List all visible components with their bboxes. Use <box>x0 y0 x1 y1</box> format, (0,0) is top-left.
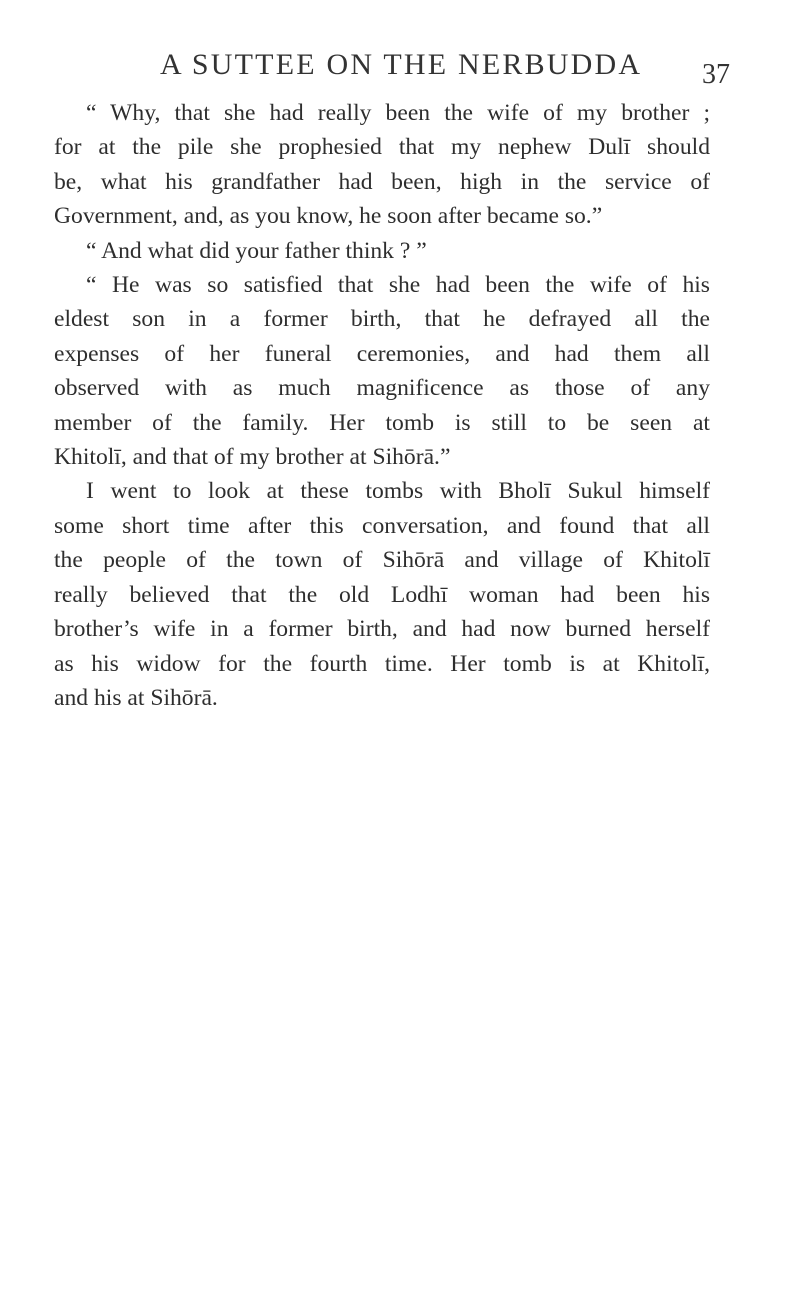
text-line: eldest son in a former birth, that he defrayed all the <box>54 306 710 333</box>
text-line: the people of the town of Sihōrā and village of Khitolī <box>54 547 710 574</box>
text-line: for at the pile she prophesied that my nephew Dulī should <box>54 134 710 161</box>
text-line: “ He was so satisfied that she had been the wife of his <box>86 272 710 299</box>
text-line: Khitolī, and that of my brother at Sihōrā.” <box>54 444 451 471</box>
text-line: and his at Sihōrā. <box>54 684 218 711</box>
running-title: A SUTTEE ON THE NERBUDDA <box>160 48 643 81</box>
text-line: expenses of her funeral ceremonies, and had them all <box>54 340 710 367</box>
page-number: 37 <box>702 59 730 90</box>
running-head <box>0 48 800 88</box>
text-line: as his widow for the fourth time. Her tomb is at Khitolī, <box>54 650 710 677</box>
text-line: I went to look at these tombs with Bholī Sukul himself <box>86 478 710 505</box>
text-line: be, what his grandfather had been, high in the service of <box>54 168 710 195</box>
body-text <box>54 96 710 715</box>
text-line: brother’s wife in a former birth, and had now burned herself <box>54 616 710 643</box>
text-line: “ Why, that she had really been the wife of my brother ; <box>86 100 710 126</box>
text-line: “ And what did your father think ? ” <box>86 237 427 264</box>
text-line: some short time after this conversation, and found that all <box>54 512 710 539</box>
text-line: Government, and, as you know, he soon after became so.” <box>54 203 603 230</box>
text-line: observed with as much magnificence as those of any <box>54 375 710 402</box>
text-line: really believed that the old Lodhī woman had been his <box>54 581 710 608</box>
text-line: member of the family. Her tomb is still to be seen at <box>54 409 710 436</box>
